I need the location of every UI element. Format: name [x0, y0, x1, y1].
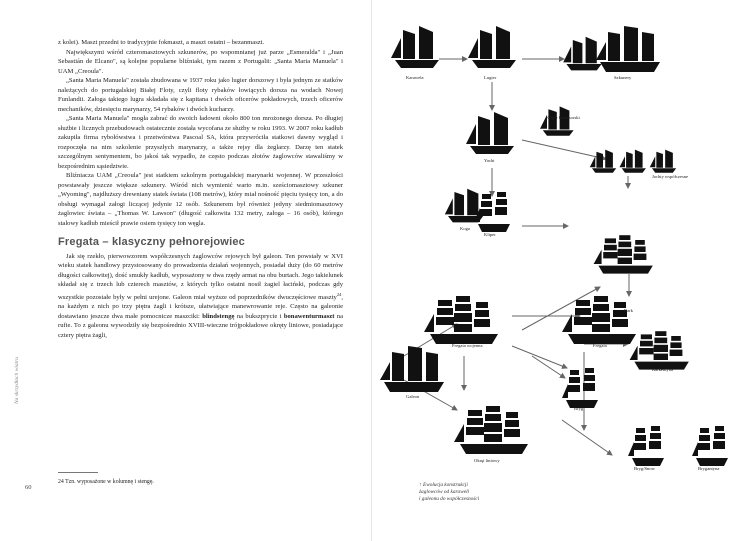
ship-fregata-wojenna — [424, 296, 498, 344]
paragraph-5: Bliźniacza UAM „Creoula" jest statkiem szkolnym portugalskiej marynarki wojennej. W przeszłości powstawały jeszcze większe szkunery. Wśród nich wymienić warto m.in. sześciomasztowy szkuner „Wyoming", najdłuższy drewniany statek świata (108 metrów), który miał nośność pięciu tysięcy ton, a do obsługi wymagał załogi liczącej jedynie 12 osób. Szkunerem był również jedyny siedmiomasztowy żaglowiec świata – „Thomas W. Lawson" (długość całkowita 132 metry, załoga – 16 osób), którego stalowy kadłub mieścił prawie osiem tysięcy ton węgla. — [58, 172, 343, 227]
ship-karawela — [391, 26, 439, 68]
paragraph-2: Największymi wśród czteromasztowych szkunerów, po wspomnianej już parze „Esmeralda" i „Juan Sebastián de Elcano", są kolejne popularne bliźniaki, tym razem z Portugalii: „Santa Maria Manuela" i UAM „Creoula". — [58, 48, 343, 75]
paragraph-6 — [58, 252, 343, 341]
footnote-ref: 24 — [336, 291, 342, 297]
paragraph-1: z kolei). Maszt przedni to tradycyjnie fokmaszt, a maszt ostatni – bezanmaszt. — [58, 39, 265, 46]
footnote-rule — [58, 472, 98, 473]
evolution-arrows — [404, 59, 629, 455]
ship-kliper-baltimorski — [540, 106, 574, 135]
paragraph-3: „Santa Maria Manuela" została zbudowana w 1937 roku jako lugier dorszowy i była jednym ze statków należących do portugalskiej Białej Floty, czyli floty rybaków łowiących dorsza na wodach Nowej Funlandii. Załoga takiego lugra składała się z kapitana i dwóch oficerów pokładowych, trzech oficerów mechaników, dziesięciu marynarzy, 54 rybaków i dwóch kucharzy. — [58, 77, 343, 113]
paragraph-6-part-3: na bukszprycie i — [234, 312, 284, 320]
label-bark: Bark — [624, 308, 633, 313]
right-page — [372, 0, 750, 541]
label-karawela: Karawela — [406, 75, 424, 80]
label-szkunery: Szkunery — [614, 75, 632, 80]
label-jachty: Jachty współczesne — [652, 174, 689, 179]
left-page — [0, 0, 372, 541]
running-head: Na skrzydłach wiatru — [14, 356, 20, 404]
ship-bryg — [562, 368, 598, 408]
label-bryg-snow: Bryg/Snow — [634, 466, 655, 471]
label-fregata-wojenna: Fregata wojenna — [452, 343, 483, 348]
label-brygantyna: Brygantyna — [698, 466, 720, 471]
bold-term-1: blindstengę — [202, 312, 235, 320]
label-yacht: Yacht — [484, 158, 495, 163]
ship-brygantyna — [692, 426, 728, 466]
ship-bryg-snow — [628, 426, 664, 466]
paragraph-6-part-4: na rufie. To z galeonu wywodziły się bezpośrednio XVIII-wieczne trójpokładowe okręty liniowe, posiadające cztery piętra żagli, — [58, 312, 343, 339]
label-kliper: Kliper — [484, 232, 496, 237]
caption-line-2: żaglowców od karaweli — [419, 489, 470, 495]
ship-jachty — [590, 150, 676, 173]
label-lugier: Lugier — [484, 75, 497, 80]
body-text — [58, 38, 343, 340]
ship-yacht — [466, 112, 514, 154]
label-okret-liniowy: Okręt liniowy — [474, 458, 500, 463]
paragraph-6-part-2: , na każdym z nich po trzy piętra żagli i krótsze, ułatwiające manewrowanie reje. Często na galeonie dostawiano jeszcze dwa małe pomocnicze maszciki: — [58, 293, 343, 320]
ship-okret-liniowy — [454, 406, 528, 454]
ship-galeon — [380, 346, 444, 392]
page-number: 60 — [25, 484, 32, 491]
ship-szkunery — [563, 26, 660, 72]
caption-line-3: i galeonu do współczesności — [419, 496, 480, 502]
label-koga: Koga — [460, 226, 470, 231]
paragraph-6-part-1: Jak się rzekło, pierwowzorem współczesnych żaglowców rejowych był galeon. Ten powstały w XVI wieku statek handlowy przystosowany do prowadzenia działań wojennych, posiadał duży (do 60 metrów długości całkowitej), dość smukły kadłub, wyposażony w dwa rzędy armat na obu burtach. Jego takielunek składał się z trzech lub czterech masztów, z których tylko ostatni nosił żagiel łaciński, podczas gdy wszystkie pozostałe były w pełni urejone. Galeon miał wyższe od poprzedników dwuczęściowe maszty — [58, 252, 343, 301]
label-barkentyna: Barkentyna — [652, 367, 674, 372]
ship-barkentyna — [630, 331, 689, 369]
ship-evolution-diagram — [372, 0, 750, 541]
footnote: 24 Tzn. wyposażone w kolumnę i stengę. — [58, 479, 154, 485]
label-bryg: Bryg — [574, 406, 584, 411]
ship-lugier — [468, 26, 516, 68]
figure-caption — [419, 482, 499, 503]
label-galeon: Galeon — [406, 394, 420, 399]
ship-fregata — [562, 296, 636, 344]
bold-term-2: bonawenturmaszt — [283, 312, 335, 320]
ship-bark — [594, 235, 653, 273]
ship-kliper — [474, 192, 510, 232]
caption-line-1: ↑ Ewolucja konstrukcji — [419, 482, 468, 488]
label-kliper-baltimorski: Kliper baltimorski — [546, 115, 580, 120]
paragraph-4: „Santa Maria Manuela" mogła zabrać do swoich ładowni około 800 ton mrożonego dorsza. Po długiej służbie i licznych przebudowach ostatecznie została wycofana ze służby w roku 1993. W 2007 roku kadłub zakupiła firma rybołówstwa i przetwórstwa Pascoal SA, która przywróciła statkowi dawny wygląd i rozpoczęła na nim szkolenie przyszłych marynarzy, a także rejsy dla żeglarzy. Darzę ten statek szczególnym sentymentem, bo jakoś tak wypadło, że często podczas złotów żaglowców stawaliśmy w bezpośrednim sąsiedztwie. — [58, 115, 343, 170]
label-fregata: Fregata — [593, 343, 607, 348]
section-heading: Fregata – klasyczny pełnorejowiec — [58, 236, 245, 248]
